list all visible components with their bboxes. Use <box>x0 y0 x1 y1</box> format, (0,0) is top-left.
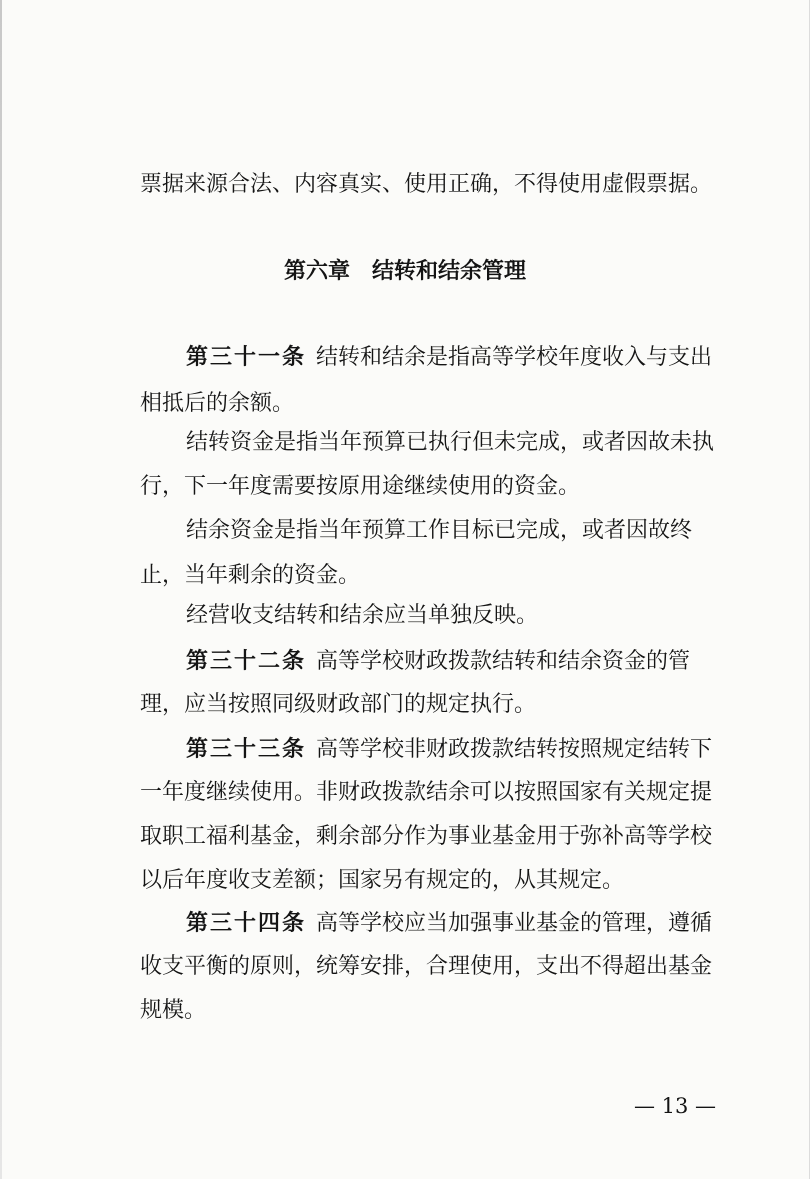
article-34-line-2: 收支平衡的原则，统筹安排，合理使用，支出不得超出基金 <box>140 954 713 979</box>
page-number: — 13 — <box>633 1094 717 1118</box>
paragraph-surplus-line-1: 结余资金是指当年预算工作目标已完成，或者因故终 <box>186 518 693 543</box>
article-31-line-2: 相抵后的余额。 <box>140 391 295 416</box>
article-31-number: 第三十一条 <box>186 344 307 370</box>
article-32-text-1: 高等学校财政拨款结转和结余资金的管 <box>316 649 691 674</box>
article-33-text-1: 高等学校非财政拨款结转按照规定结转下 <box>316 737 713 762</box>
article-32-number: 第三十二条 <box>186 648 307 674</box>
chapter-heading <box>0 257 810 287</box>
article-34-number: 第三十四条 <box>186 910 307 936</box>
paragraph-carryover-line-2: 行，下一年度需要按原用途继续使用的资金。 <box>140 474 581 499</box>
article-33-line-1 <box>186 734 713 765</box>
paragraph-carryover-line-1: 结转资金是指当年预算已执行但未完成，或者因故未执 <box>186 430 715 455</box>
chapter-title: 结转和结余管理 <box>372 259 527 284</box>
paragraph-surplus-line-2: 止，当年剩余的资金。 <box>140 563 361 588</box>
article-32-line-2: 理，应当按照同级财政部门的规定执行。 <box>140 692 537 717</box>
article-33-number: 第三十三条 <box>186 736 307 762</box>
article-33-line-3: 取职工福利基金，剩余部分作为事业基金用于弥补高等学校 <box>140 824 713 849</box>
article-34-text-1: 高等学校应当加强事业基金的管理，遵循 <box>316 911 713 936</box>
paragraph-business: 经营收支结转和结余应当单独反映。 <box>186 603 539 628</box>
article-32-line-1 <box>186 646 691 677</box>
article-34-line-3: 规模。 <box>140 998 207 1023</box>
continuation-line: 票据来源合法、内容真实、使用正确，不得使用虚假票据。 <box>140 172 713 197</box>
article-33-line-2: 一年度继续使用。非财政拨款结余可以按照国家有关规定提 <box>140 780 713 805</box>
article-34-line-1 <box>186 908 713 939</box>
article-31-line-1 <box>186 342 713 373</box>
article-31-text-1: 结转和结余是指高等学校年度收入与支出 <box>316 345 713 370</box>
article-33-line-4: 以后年度收支差额；国家另有规定的，从其规定。 <box>140 868 625 893</box>
chapter-number: 第六章 <box>283 259 350 284</box>
scan-edge-left <box>0 0 2 1179</box>
